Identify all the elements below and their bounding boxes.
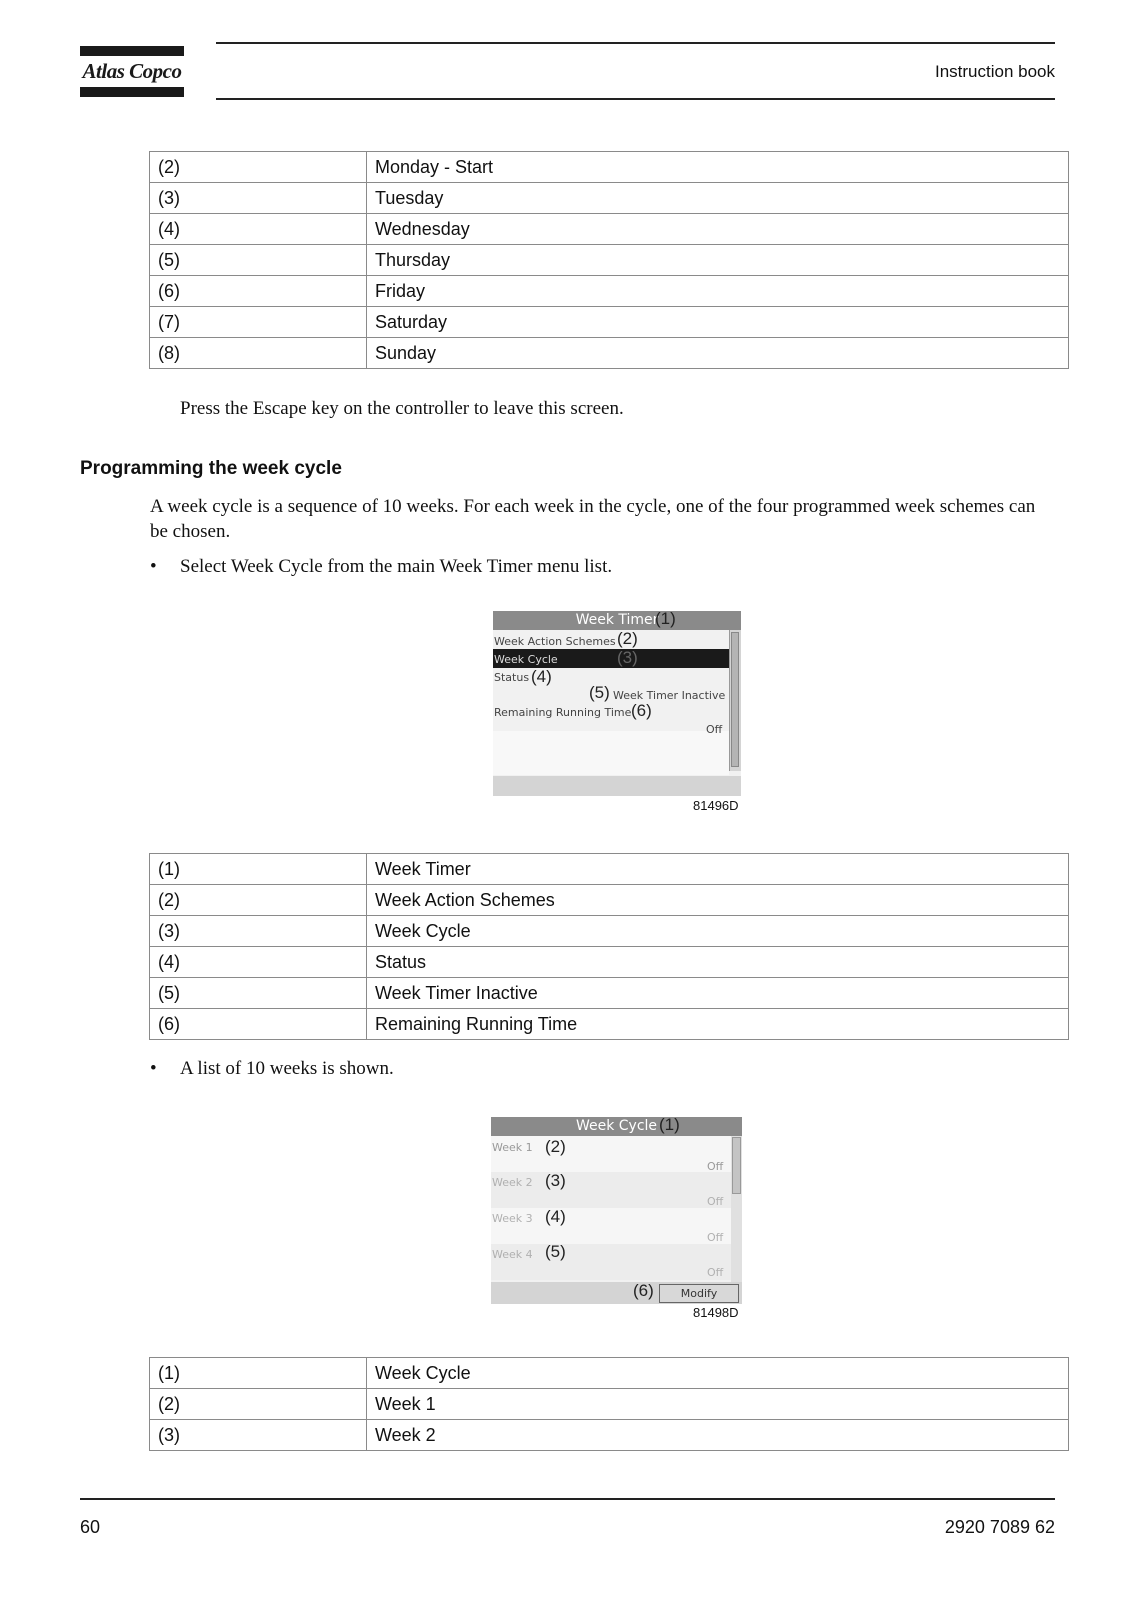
legend-number: (2) bbox=[150, 1389, 367, 1420]
callout-marker: (3) bbox=[617, 648, 638, 667]
legend-label: Thursday bbox=[367, 245, 1069, 276]
legend-label: Saturday bbox=[367, 307, 1069, 338]
callout-marker: (1) bbox=[655, 611, 676, 628]
header-title: Instruction book bbox=[934, 62, 1055, 81]
table-row bbox=[150, 978, 1069, 1009]
list-item-week-value: Off bbox=[707, 1160, 724, 1173]
legend-table-week-timer bbox=[149, 853, 1069, 1040]
callout-marker: (2) bbox=[617, 629, 638, 648]
table-row bbox=[150, 947, 1069, 978]
table-row bbox=[150, 1358, 1069, 1389]
callout-marker: (5) bbox=[545, 1242, 566, 1261]
header-rule-top bbox=[216, 42, 1055, 44]
callout-marker: (3) bbox=[545, 1171, 566, 1190]
table-row bbox=[150, 276, 1069, 307]
scrollbar-thumb[interactable] bbox=[731, 632, 739, 767]
list-item-week-label[interactable]: Week 1 bbox=[492, 1141, 533, 1154]
intro-paragraph: A week cycle is a sequence of 10 weeks. For each week in the cycle, one of the four programmed week schemes can be chosen. bbox=[150, 496, 1036, 542]
week-timer-screen bbox=[493, 611, 741, 796]
legend-number: (1) bbox=[150, 1358, 367, 1389]
screen-bottom-bar bbox=[493, 776, 741, 796]
screen-title-text: Week Timer bbox=[575, 612, 659, 628]
bullet-dot: • bbox=[150, 556, 157, 577]
legend-label: Remaining Running Time bbox=[367, 1009, 1069, 1040]
callout-marker: (4) bbox=[531, 667, 552, 686]
table-row bbox=[150, 916, 1069, 947]
legend-number: (3) bbox=[150, 916, 367, 947]
callout-marker: (1) bbox=[659, 1117, 680, 1134]
atlas-copco-logo bbox=[80, 46, 184, 100]
legend-label: Week Cycle bbox=[367, 1358, 1069, 1389]
legend-number: (4) bbox=[150, 947, 367, 978]
legend-label: Week Action Schemes bbox=[367, 885, 1069, 916]
callout-marker: (5) bbox=[589, 683, 610, 702]
menu-item-remaining-running-time[interactable]: Remaining Running Time bbox=[494, 706, 632, 719]
screen-title bbox=[493, 611, 741, 630]
modify-button[interactable]: Modify bbox=[659, 1284, 739, 1303]
menu-item-week-action-schemes[interactable]: Week Action Schemes bbox=[494, 635, 616, 648]
legend-label: Week Timer bbox=[367, 854, 1069, 885]
list-item-week-value: Off bbox=[707, 1266, 724, 1279]
bullet-text: Select Week Cycle from the main Week Timer menu list. bbox=[180, 556, 613, 577]
legend-label: Week Timer Inactive bbox=[367, 978, 1069, 1009]
legend-table-days bbox=[149, 151, 1069, 369]
table-row bbox=[150, 854, 1069, 885]
legend-label: Monday - Start bbox=[367, 152, 1069, 183]
callout-marker: (2) bbox=[545, 1137, 566, 1156]
figure-code: 81496D bbox=[693, 798, 739, 813]
legend-number: (2) bbox=[150, 885, 367, 916]
legend-number: (8) bbox=[150, 338, 367, 369]
logo-bar-bottom bbox=[80, 87, 184, 97]
week-cycle-screen bbox=[491, 1117, 742, 1304]
legend-label: Week 2 bbox=[367, 1420, 1069, 1451]
scrollbar-thumb[interactable] bbox=[732, 1137, 741, 1194]
document-number: 2920 7089 62 bbox=[944, 1517, 1055, 1537]
row-background bbox=[493, 731, 729, 775]
bullet-dot: • bbox=[150, 1058, 157, 1079]
legend-label: Sunday bbox=[367, 338, 1069, 369]
list-item-week-value: Off bbox=[707, 1195, 724, 1208]
legend-label: Week 1 bbox=[367, 1389, 1069, 1420]
callout-marker: (4) bbox=[545, 1207, 566, 1226]
table-row bbox=[150, 1420, 1069, 1451]
footer-rule bbox=[80, 1498, 1055, 1500]
screen-title-text: Week Cycle bbox=[575, 1118, 658, 1134]
logo-bar-top bbox=[80, 46, 184, 56]
table-row bbox=[150, 885, 1069, 916]
table-row bbox=[150, 1389, 1069, 1420]
legend-number: (4) bbox=[150, 214, 367, 245]
status-value: Week Timer Inactive bbox=[613, 689, 726, 702]
legend-number: (6) bbox=[150, 1009, 367, 1040]
legend-number: (3) bbox=[150, 1420, 367, 1451]
table-row bbox=[150, 1009, 1069, 1040]
menu-item-status[interactable]: Status bbox=[494, 671, 530, 684]
legend-label: Tuesday bbox=[367, 183, 1069, 214]
legend-number: (5) bbox=[150, 245, 367, 276]
legend-number: (2) bbox=[150, 152, 367, 183]
legend-table-week-cycle bbox=[149, 1357, 1069, 1451]
list-item-week-value: Off bbox=[707, 1231, 724, 1244]
list-item-week-label[interactable]: Week 4 bbox=[492, 1248, 533, 1261]
callout-marker: (6) bbox=[631, 701, 652, 720]
table-row bbox=[150, 183, 1069, 214]
legend-number: (1) bbox=[150, 854, 367, 885]
legend-label: Wednesday bbox=[367, 214, 1069, 245]
header-rule-bottom bbox=[216, 98, 1055, 100]
table-row bbox=[150, 152, 1069, 183]
page-number: 60 bbox=[80, 1517, 101, 1537]
screen-title bbox=[491, 1117, 742, 1136]
list-item-week-label[interactable]: Week 2 bbox=[492, 1176, 533, 1189]
legend-number: (5) bbox=[150, 978, 367, 1009]
legend-label: Status bbox=[367, 947, 1069, 978]
legend-label: Friday bbox=[367, 276, 1069, 307]
table-row bbox=[150, 338, 1069, 369]
table-row bbox=[150, 307, 1069, 338]
menu-item-week-cycle[interactable]: Week Cycle bbox=[494, 653, 558, 666]
legend-label: Week Cycle bbox=[367, 916, 1069, 947]
legend-number: (7) bbox=[150, 307, 367, 338]
table-row bbox=[150, 245, 1069, 276]
logo-wordmark: Atlas Copco bbox=[82, 59, 182, 83]
section-heading: Programming the week cycle bbox=[80, 458, 342, 479]
remaining-time-value: Off bbox=[706, 723, 723, 736]
table-row bbox=[150, 214, 1069, 245]
legend-number: (3) bbox=[150, 183, 367, 214]
callout-marker: (6) bbox=[633, 1281, 654, 1300]
escape-instruction: Press the Escape key on the controller to leave this screen. bbox=[180, 398, 624, 419]
list-item-week-label[interactable]: Week 3 bbox=[492, 1212, 533, 1225]
figure-code: 81498D bbox=[693, 1305, 739, 1320]
bullet-text: A list of 10 weeks is shown. bbox=[180, 1058, 394, 1079]
legend-number: (6) bbox=[150, 276, 367, 307]
